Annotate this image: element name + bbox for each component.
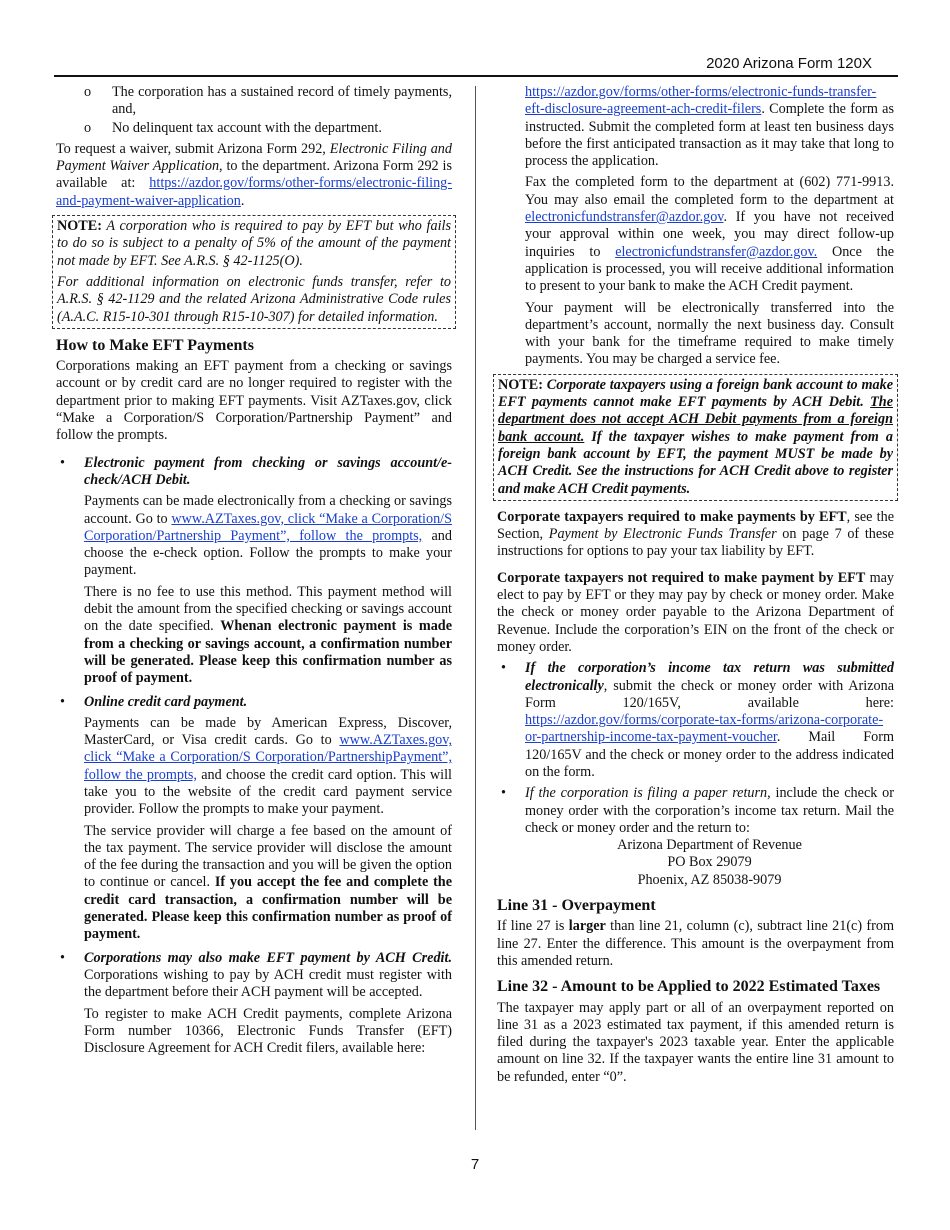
eft-email-link-2[interactable]: electronicfundstransfer@azdor.gov. (615, 243, 818, 260)
waiver-condition-2: o No delinquent tax account with the department. (84, 119, 382, 136)
required-eft-paragraph: Corporate taxpayers required to make payments by EFT, see the Section, Payment by Electronic Funds Transfer on page 7 of these instructions for options to pay your tax liability by EFT. (497, 508, 894, 560)
bullet-electronic-return: • If the corporation’s income tax return was submitted electronically, submit the check or money order with Arizona Form 120/165V, available here: https://azdor.gov/forms/corporate-tax-forms/arizona-corporate-or-partnership-income-tax-payment-voucher. Mail Form 120/165V and the check or money order to the address indicated on the form. (501, 660, 894, 780)
foreign-bank-note: NOTE: Corporate taxpayers using a foreign bank account to make EFT payments cannot make EFT payments by ACH Debit. The department does not accept ACH Debit payments from a foreign bank account. If the taxpayer wishes to make payment from a foreign bank account by EFT, the payment MUST be made by ACH Credit. See the instructions for ACH Credit above to register and make ACH Credit payments. (493, 374, 898, 501)
payment-voucher-link[interactable]: https://azdor.gov/forms/corporate-tax-forms/arizona-corporate-or-partnership-income-tax-payment-voucher (525, 712, 884, 746)
aztaxes-credit-card-link[interactable]: www.AZTaxes.gov, click “Make a Corporation/S Corporation/PartnershipPayment”, follow the prompts, (84, 732, 452, 783)
form-title: 2020 Arizona Form 120X (706, 55, 872, 72)
eft-email-link-1[interactable]: electronicfundstransfer@azdor.gov (525, 209, 724, 226)
bullet-ach-credit: • Corporations may also make EFT payment by ACH Credit. Corporations wishing to pay by ACH credit must register with the department before their ACH payment will be accepted. To register to make ACH Credit payments, complete Arizona Form number 10366, Electronic Funds Transfer (EFT) Disclosure Agreement for ACH Credit filers, available here: (60, 949, 452, 1057)
penalty-note: NOTE: A corporation who is required to pay by EFT but who fails to do so is subject to a penalty of 5% of the amount of the payment not made by EFT. See A.R.S. § 42-1125(O). For additional information on electronic funds transfer, refer to A.R.S. § 42-1129 and the related Arizona Administrative Code rules (A.A.C. R15-10-301 through R15-10-307) for detailed information. (52, 215, 456, 329)
bullet-ach-debit: • Electronic payment from checking or savings account/e-check/ACH Debit. Payments can be made electronically from a checking or savings account. Go to www.AZTaxes.gov, click “Make a Corporation/S Corporation/Partnership Payment”, follow the prompts, and choose the e-check option. Follow the prompts to make your payment. There is no fee to use this method. This payment method will debit the amount from the specified checking or savings account on the date specified. Whenan electronic payment is made from a checking or savings account, a confirmation number will be generated. Please keep this confirmation number as proof of payment. (60, 454, 452, 687)
line31-text: If line 27 is larger than line 21, column (c), subtract line 21(c) from line 27. Enter the difference. This amount is the overpayment from this amended return. (497, 918, 895, 969)
right-column: https://azdor.gov/forms/other-forms/electronic-funds-transfer-eft-disclosure-agreement-ach-credit-filers. Complete the form as instructed. Submit the completed form at least ten business days before the first anticipated transaction as it may take that long to process the application. Fax the completed form to the department at (602) 771-9913. You may also email the completed form to the department at electronicfundstransfer@azdor.gov. If you have not received your approval within one week, you may direct follow-up inquiries to electronicfundstransfer@azdor.gov. Once the application is processed, you will receive additional information to present to your bank to make the ACH Credit payment. Your payment will be electronically transferred into the department’s account, normally the next business day. Consult with your bank for the timeframe required to make timely payments. You may be charged a service fee. NOTE: Corporate taxpayers using a foreign bank account to make EFT payments cannot make EFT payments by ACH Debit. The department does not accept ACH Debit payments from a foreign bank account. If the taxpayer wishes to make payment from a foreign bank account by EFT, the payment MUST be made by ACH Credit. See the instructions for ACH Credit above to register and make ACH Credit payments. Corporate taxpayers required to make payments by EFT, see the Section, Payment by Electronic Funds Transfer on page 7 of these instructions for options to pay your tax liability by EFT. Corporate taxpayers not required to make payment by EFT may elect to pay by EFT or they may pay by check or money order. Make the check or money order payable to the Arizona Department of Revenue. Include the corporation’s EIN on the front of the check or money order. • If the corporation’s income tax return was submitted electronically, submit the check or money order with Arizona Form 120/165V, available here: https://azdor.gov/forms/corporate-tax-forms/arizona-corporate-or-partnership-income-tax-payment-voucher. Mail Form 120/165V and the check or money order to the address indicated on the form. • If the corporation is filing a paper return, include the check or money order with the corporation’s income tax return. Mail the check or money order and the return to: Arizona Department of Revenue PO Box 29079 Phoenix, AZ 85038-9079 Line 31 - Overpayment If line 27 is larger than line 21, column (c), subtract line 21(c) from line 27. Enter the difference. This amount is the overpayment from this amended return. Line 32 - Amount to be Applied to 2022 Estimated Taxes The taxpayer may apply part or all of an overpayment reported on line 31 as a 2023 estimated tax payment, if this amended return is filed during the taxpayer's 2023 taxable year. Enter the applicable amount on line 32. If the taxpayer wants the entire line 31 amount to be refunded, enter “0”. (497, 84, 894, 1090)
bullet-credit-card: • Online credit card payment. Payments can be made by American Express, Discover, MasterCard, or Visa credit cards. Go to www.AZTaxes.gov, click “Make a Corporation/S Corporation/PartnershipPayment”, follow the prompts, and choose the credit card option. This will take you to the website of the credit card payment service provider. Follow the prompts to make your payment. The service provider will charge a fee based on the amount of the tax payment. The service provider will disclose the amount of the fee during the transaction and you will be given the option to continue or cancel. If you accept the fee and complete the credit card transaction, a confirmation number will be generated. Please keep this confirmation number as proof of payment. (60, 693, 452, 943)
line32-text: The taxpayer may apply part or all of an overpayment reported on line 31 as a 2023 estimated tax payment, if this amended return is filed during the taxpayer's 2023 taxable year. Enter the applicable amount on line 32. If the taxpayer wants the entire line 31 amount to be refunded, enter “0”. (497, 999, 894, 1085)
page-header (54, 55, 898, 77)
eft-heading: How to Make EFT Payments (56, 336, 254, 354)
aztaxes-echeck-link[interactable]: www.AZTaxes.gov, click “Make a Corporation/S Corporation/Partnership Payment”, follow the prompts, (84, 510, 452, 544)
line31-heading: Line 31 - Overpayment (497, 897, 656, 915)
eft-intro: Corporations making an EFT payment from a checking or savings account or by credit card are no longer required to register with the department prior to making EFT payments. Visit AZTaxes.gov, click “Make a Corporation/S Corporation/Partnership Payment” and follow the prompts. (56, 358, 452, 444)
bullet-paper-return: • If the corporation is filing a paper return, include the check or money order with the corporation’s income tax return. Mail the check or money order and the return to: Arizona Department of Revenue PO Box 29079 Phoenix, AZ 85038-9079 (501, 785, 894, 888)
waiver-condition-1: o The corporation has a sustained record of timely payments, and, (84, 84, 452, 118)
ach-credit-form-link[interactable]: https://azdor.gov/forms/other-forms/electronic-funds-transfer-eft-disclosure-agreement-ach-credit-filers (525, 84, 877, 118)
left-column (56, 84, 452, 1063)
waiver-paragraph: To request a waiver, submit Arizona Form 292, Electronic Filing and Payment Waiver Application, to the department. Arizona Form 292 is available at: https://azdor.gov/forms/other-forms/electronic-filing-and-payment-waiver-application. (56, 140, 452, 209)
mailing-address: Arizona Department of Revenue PO Box 29079 Phoenix, AZ 85038-9079 (617, 837, 802, 888)
page-number: 7 (470, 1156, 480, 1173)
column-divider (475, 86, 476, 1130)
not-required-eft-paragraph: Corporate taxpayers not required to make payment by EFT may elect to pay by EFT or they may pay by check or money order. Make the check or money order payable to the Arizona Department of Revenue. Include the corporation’s EIN on the front of the check or money order. (497, 569, 894, 655)
waiver-form-link[interactable]: https://azdor.gov/forms/other-forms/electronic-filing-and-payment-waiver-application (56, 175, 452, 209)
line32-heading: Line 32 - Amount to be Applied to 2022 Estimated Taxes (497, 978, 881, 996)
